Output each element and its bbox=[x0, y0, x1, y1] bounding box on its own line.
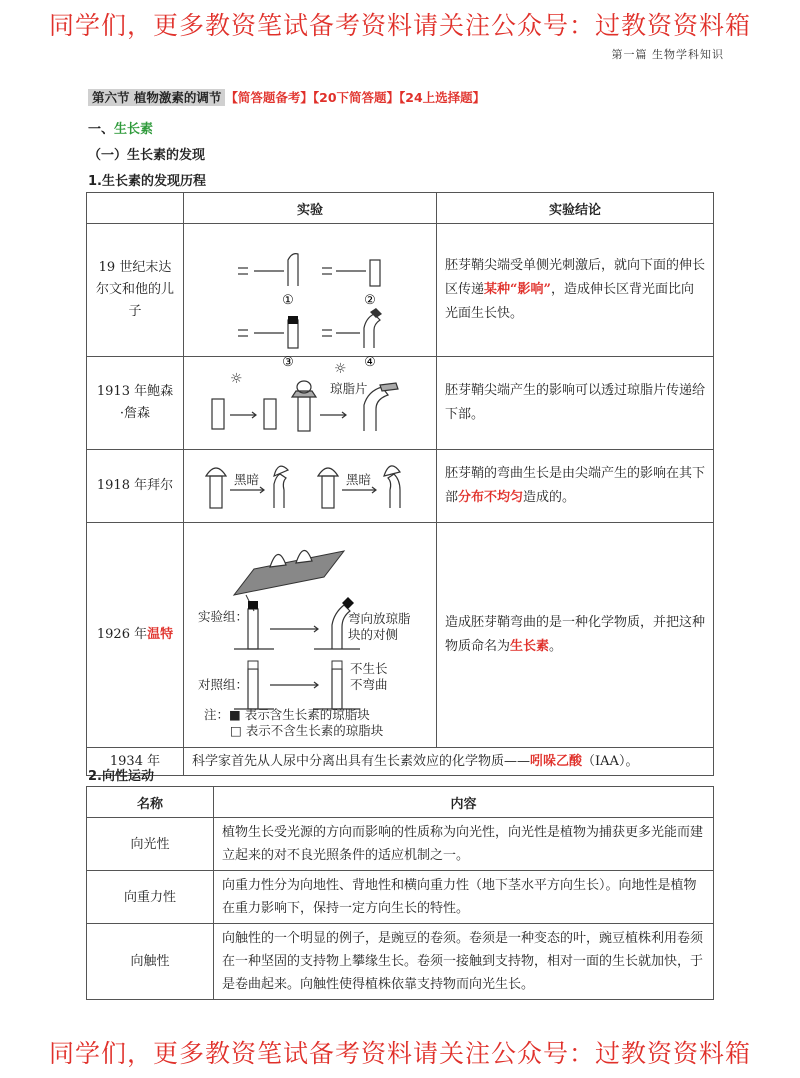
nobend-label: 不弯曲 bbox=[350, 677, 388, 692]
tip-cap bbox=[288, 316, 298, 324]
table-row bbox=[87, 224, 714, 357]
experiment-boysen-jensen bbox=[184, 357, 437, 450]
heading-discovery: （一）生长素的发现 bbox=[88, 148, 206, 163]
conclusion-text-end: ，造成伸长区背光面比向光面生长快。 bbox=[445, 282, 694, 321]
label-1: ① bbox=[282, 293, 294, 308]
darwin-diagram bbox=[184, 224, 434, 370]
sun-icon-2: ☼ bbox=[334, 361, 347, 377]
running-head: 第一篇 生物学科知识 bbox=[611, 48, 724, 61]
agar-block-plain bbox=[248, 661, 258, 669]
experiment-darwin bbox=[184, 224, 437, 370]
era-boysen-jensen: 1913 年鲍森·詹森 bbox=[87, 357, 184, 450]
conclusion-text-end: （IAA）。 bbox=[582, 753, 639, 769]
section-tag-3: 【24上选择题】 bbox=[399, 90, 486, 105]
name-header: 名称 bbox=[87, 787, 214, 818]
conclusion-boysen-jensen: 胚芽鞘尖端产生的影响可以透过琼脂片传递给下部。 bbox=[437, 357, 714, 450]
tropism-content: 植物生长受光源的方向而影响的性质称为向光性，向光性是植物为捕获更多光能而建立起来的对不良光照条件的适应机制之一。 bbox=[214, 818, 714, 871]
table-row bbox=[87, 871, 714, 924]
bend-label-2: 块的对侧 bbox=[348, 627, 399, 642]
experiment-header: 实验 bbox=[184, 193, 437, 224]
conclusion-highlight: 分布不均匀 bbox=[458, 490, 524, 505]
heading-auxin bbox=[88, 118, 153, 137]
tropism-content: 向重力性分为向地性、背地性和横向重力性（地下茎水平方向生长）。向地性是植物在重力影响下，保持一定方向生长的特性。 bbox=[214, 871, 714, 924]
era-went-name: 温特 bbox=[147, 627, 174, 642]
exp-group-label: 实验组： bbox=[198, 609, 249, 624]
tropism-header-row bbox=[87, 787, 714, 818]
tropism-content: 向触性的一个明显的例子，是豌豆的卷须。卷须是一种变态的叶，豌豆植株利用卷须在一种坚固的支持物上攀缘生长。卷须一接触到支持物，相对一面的生长就加快，于是卷曲起来。向触性使得植株依靠支持物而向光生长。 bbox=[214, 924, 714, 1000]
ctrl-group-label: 对照组： bbox=[198, 677, 249, 692]
table-row bbox=[87, 523, 714, 748]
table-row bbox=[87, 748, 714, 776]
boysen-jensen-diagram bbox=[184, 357, 434, 445]
discovery-header-row bbox=[87, 193, 714, 224]
heading-auxin-text: 生长素 bbox=[114, 122, 154, 137]
conclusion-text: 胚芽鞘尖端受单侧光刺激后，就向下面的伸长区传递 bbox=[445, 258, 706, 297]
table-row bbox=[87, 818, 714, 871]
section-tag-1: 【简答题备考】 bbox=[225, 90, 313, 105]
paal-diagram bbox=[184, 450, 434, 518]
conclusion-text-end: 造成的。 bbox=[523, 490, 576, 505]
went-diagram bbox=[184, 523, 434, 743]
conclusion-highlight: 吲哚乙酸 bbox=[530, 753, 583, 769]
label-4: ④ bbox=[364, 355, 376, 370]
conclusion-1934 bbox=[184, 748, 714, 776]
table-row bbox=[87, 357, 714, 450]
agar-block-auxin bbox=[248, 601, 258, 609]
dark-label-1: 黑暗 bbox=[234, 472, 260, 487]
tropism-name: 向触性 bbox=[87, 924, 214, 1000]
conclusion-highlight: 某种“影响” bbox=[484, 282, 551, 297]
content-header: 内容 bbox=[214, 787, 714, 818]
note-2: □ 表示不含生长素的琼脂块 bbox=[230, 723, 384, 738]
era-paal: 1918 年拜尔 bbox=[87, 450, 184, 523]
heading-discovery-history: 1.生长素的发现历程 bbox=[88, 174, 206, 189]
conclusion-highlight: 生长素 bbox=[510, 639, 550, 654]
era-1934: 1934 年 bbox=[87, 748, 184, 776]
agar-plate bbox=[234, 551, 344, 595]
section-tag-2: 【20下简答题】 bbox=[312, 90, 400, 105]
section-label: 第六节 植物激素的调节 bbox=[88, 89, 225, 106]
experiment-went bbox=[184, 523, 437, 748]
conclusion-text: 科学家首先从人尿中分离出具有生长素效应的化学物质—— bbox=[192, 753, 531, 769]
conclusion-text: 胚芽鞘的弯曲生长是由尖端产生的影响在其下部 bbox=[445, 466, 706, 505]
conclusion-text-end: 。 bbox=[549, 639, 563, 654]
discovery-table bbox=[86, 192, 714, 776]
sun-icon: ☼ bbox=[230, 371, 243, 387]
dark-label-2: 黑暗 bbox=[346, 472, 372, 487]
label-2: ② bbox=[364, 293, 376, 308]
note-1: 注：■ 表示含生长素的琼脂块 bbox=[204, 707, 370, 722]
top-banner: 同学们，更多教资笔试备考资料请关注公众号：过教资资料箱 bbox=[48, 11, 751, 40]
table-row bbox=[87, 450, 714, 523]
bend-label-1: 弯向放琼脂 bbox=[348, 611, 411, 626]
tropism-name: 向重力性 bbox=[87, 871, 214, 924]
conclusion-went bbox=[437, 523, 714, 748]
bottom-banner: 同学们，更多教资笔试备考资料请关注公众号：过教资资料箱 bbox=[48, 1039, 751, 1068]
era-went-year: 1926 年 bbox=[96, 627, 148, 642]
agar-block-plain-2 bbox=[332, 661, 342, 669]
experiment-paal bbox=[184, 450, 437, 523]
conclusion-header: 实验结论 bbox=[437, 193, 714, 224]
conclusion-darwin bbox=[437, 224, 714, 357]
agar-label: 琼脂片 bbox=[330, 381, 368, 396]
table-row bbox=[87, 924, 714, 1000]
conclusion-text: 造成胚芽鞘弯曲的是一种化学物质，并把这种物质命名为 bbox=[445, 615, 706, 654]
label-3: ③ bbox=[282, 355, 294, 370]
era-darwin: 19 世纪末达尔文和他的儿子 bbox=[87, 224, 184, 357]
nogrow-label: 不生长 bbox=[350, 661, 388, 676]
heading-auxin-prefix: 一、 bbox=[88, 122, 115, 137]
era-went bbox=[87, 523, 184, 748]
section-title bbox=[88, 88, 485, 106]
tip-cover bbox=[370, 308, 382, 318]
heading-tropism: 2.向性运动 bbox=[88, 769, 154, 784]
agar-block-auxin-offset bbox=[342, 597, 354, 609]
era-header-cell bbox=[87, 193, 184, 224]
tropism-table bbox=[86, 786, 714, 1000]
conclusion-paal bbox=[437, 450, 714, 523]
tropism-name: 向光性 bbox=[87, 818, 214, 871]
